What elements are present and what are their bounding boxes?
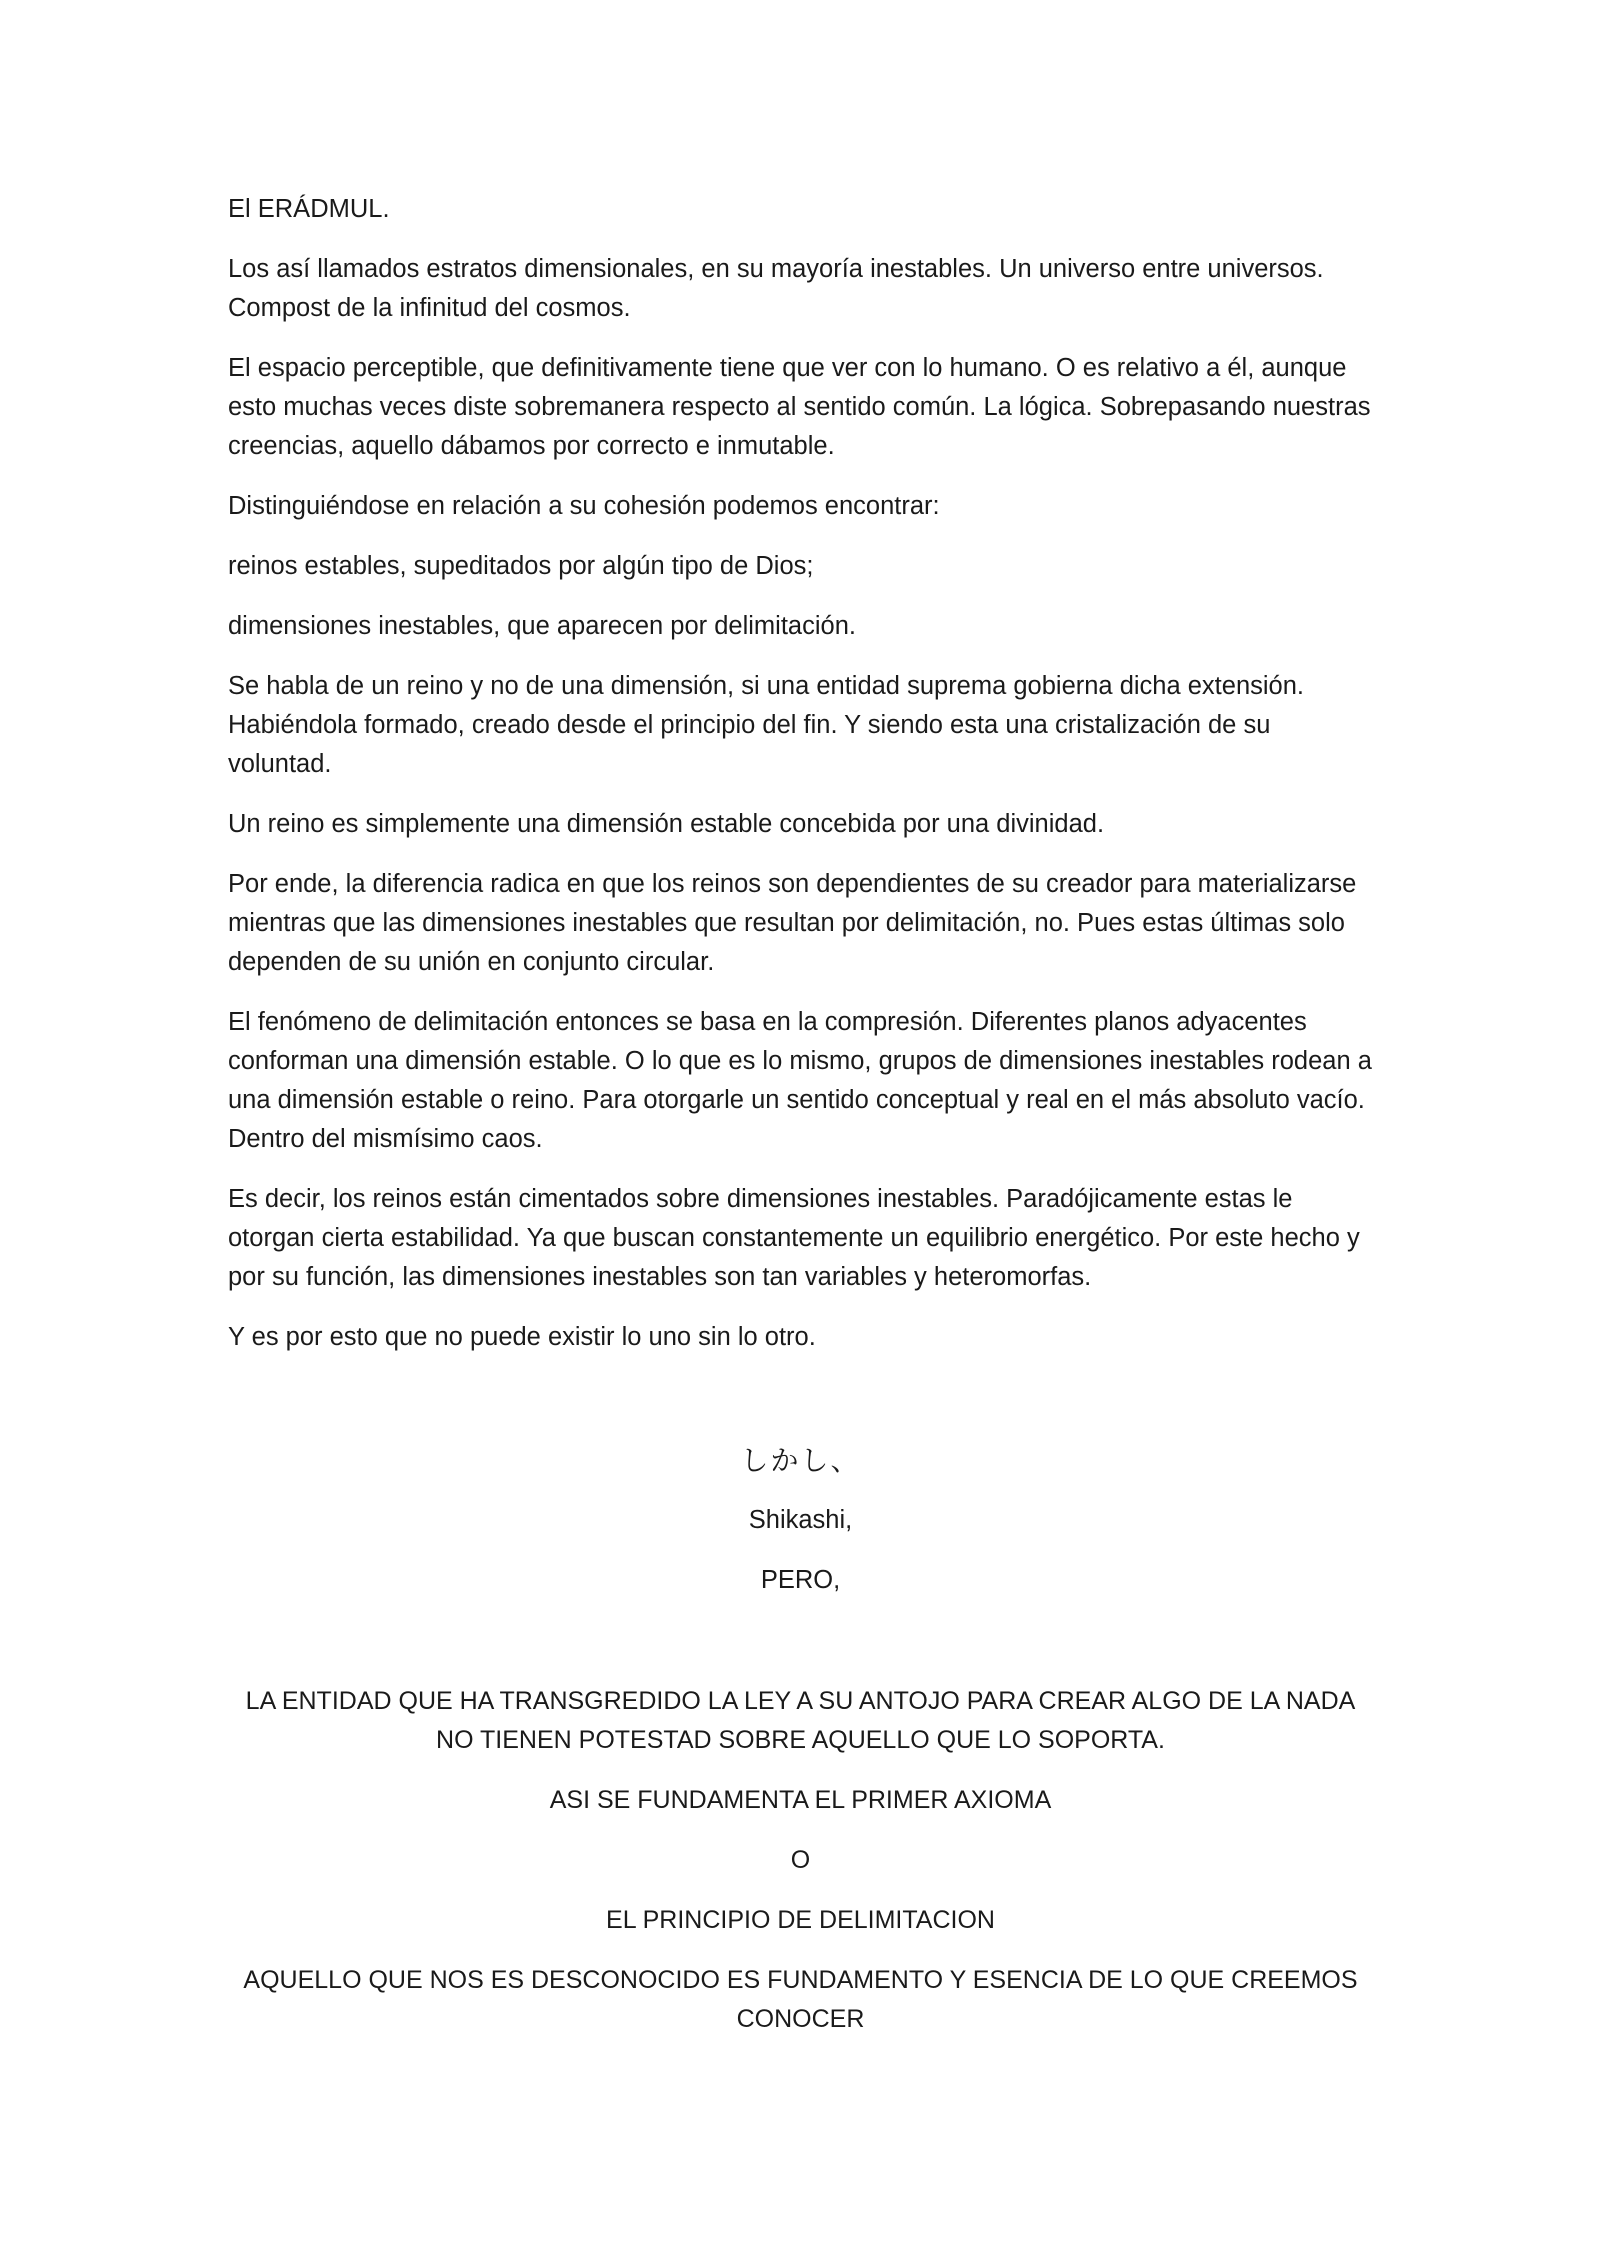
romaji-word: Shikashi, [748,1506,853,1534]
paragraph-10: Es decir, los reinos están cimentados sobre dimensiones inestables. Paradójicamente estas le otorgan cierta estabilidad. Ya que buscan constantemente un equilibrio energético. Por este hecho y por su función, las dimensiones inestables son tan variables y heteromorfas. [228,1185,1360,1291]
paragraph-4: reinos estables, supeditados por algún tipo de Dios; [228,552,814,580]
spanish-word: PERO, [760,1566,841,1594]
document-title: El ERÁDMUL. [228,195,390,223]
paragraph-5: dimensiones inestables, que aparecen por delimitación. [228,612,856,640]
axiom-statement: LA ENTIDAD QUE HA TRANSGREDIDO LA LEY A SU ANTOJO PARA CREAR ALGO DE LA NADA NO TIENEN POTESTAD SOBRE AQUELLO QUE LO SOPORTA. [245,1687,1356,1754]
paragraph-2: El espacio perceptible, que definitivamente tiene que ver con lo humano. O es relativo a él, aunque esto muchas veces diste sobremanera respecto al sentido común. La lógica. Sobrepasando nuestras creencias, aquello dábamos por correcto e inmutable. [228,354,1371,460]
or-separator: O [790,1846,811,1874]
centered-section [228,1441,1373,2039]
document-body [228,190,1378,2060]
paragraph-8: Por ende, la diferencia radica en que los reinos son dependientes de su creador para materializarse mientras que las dimensiones inestables que resultan por delimitación, no. Pues estas últimas solo dependen de su unión en conjunto circular. [228,870,1357,976]
paragraph-9: El fenómeno de delimitación entonces se basa en la compresión. Diferentes planos adyacentes conforman una dimensión estable. O lo que es lo mismo, grupos de dimensiones inestables rodean a una dimensión estable o reino. Para otorgarle un sentido conceptual y real en el más absoluto vacío. Dentro del mismísimo caos. [228,1008,1372,1153]
principle-title: EL PRINCIPIO DE DELIMITACION [606,1906,995,1934]
japanese-word: しかし、 [740,1444,861,1477]
axiom-title: ASI SE FUNDAMENTA EL PRIMER AXIOMA [549,1786,1052,1814]
paragraph-7: Un reino es simplemente una dimensión estable concebida por una divinidad. [228,810,1105,838]
paragraph-1: Los así llamados estratos dimensionales, en su mayoría inestables. Un universo entre universos. Compost de la infinitud del cosmos. [228,255,1324,322]
paragraph-11: Y es por esto que no puede existir lo uno sin lo otro. [228,1323,816,1351]
paragraph-6: Se habla de un reino y no de una dimensión, si una entidad suprema gobierna dicha extensión. Habiéndola formado, creado desde el principio del fin. Y siendo esta una cristalización de su voluntad. [228,672,1304,778]
section-spacer [228,1621,1373,1682]
paragraph-3: Distinguiéndose en relación a su cohesión podemos encontrar: [228,492,940,520]
conclusion-statement: AQUELLO QUE NOS ES DESCONOCIDO ES FUNDAMENTO Y ESENCIA DE LO QUE CREEMOS CONOCER [243,1966,1358,2033]
